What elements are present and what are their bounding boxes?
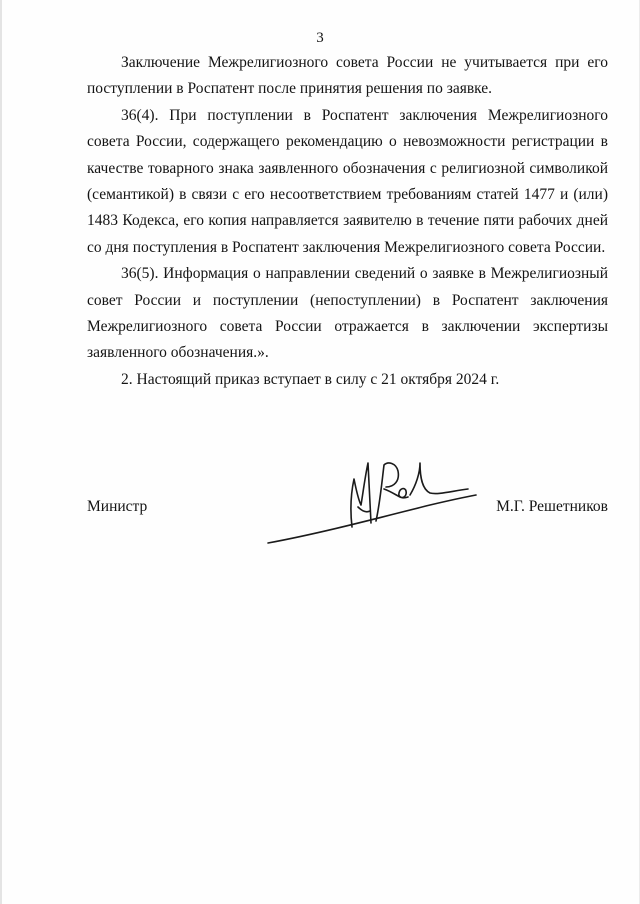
document-body (87, 50, 608, 393)
page-number: 3 (316, 30, 324, 46)
paragraph-36-4: 36(4). При поступлении в Роспатент заключения Межрелигиозного совета России, содержащего рекомендацию о невозможности регистрации в качестве товарного знака заявленного обозначения с религиозной символикой (семантикой) в связи с его несоответствием требованиям статей 1477 и (или) 1483 Кодекса, его копия направляется заявителю в течение пяти рабочих дней со дня поступления в Роспатент заключения Межрелигиозного совета России. (87, 106, 608, 256)
handwritten-signature (262, 455, 480, 550)
signatory-name: М.Г. Решетников (496, 498, 608, 515)
paragraph-order-effective-date: 2. Настоящий приказ вступает в силу с 21 октября 2024 г. (121, 370, 500, 388)
paragraph-conclusion-not-considered: Заключение Межрелигиозного совета России не учитывается при его поступлении в Роспатент после принятия решения по заявке. (87, 54, 608, 98)
signatory-title: Министр (87, 498, 148, 515)
scan-edge-left (0, 0, 2, 904)
paragraph-36-5: 36(5). Информация о направлении сведений о заявке в Межрелигиозный совет России и поступлении (непоступлении) в Роспатент заключения Межрелигиозного совета России отражается в заключении экспертизы заявленного обозначения.». (87, 265, 608, 362)
